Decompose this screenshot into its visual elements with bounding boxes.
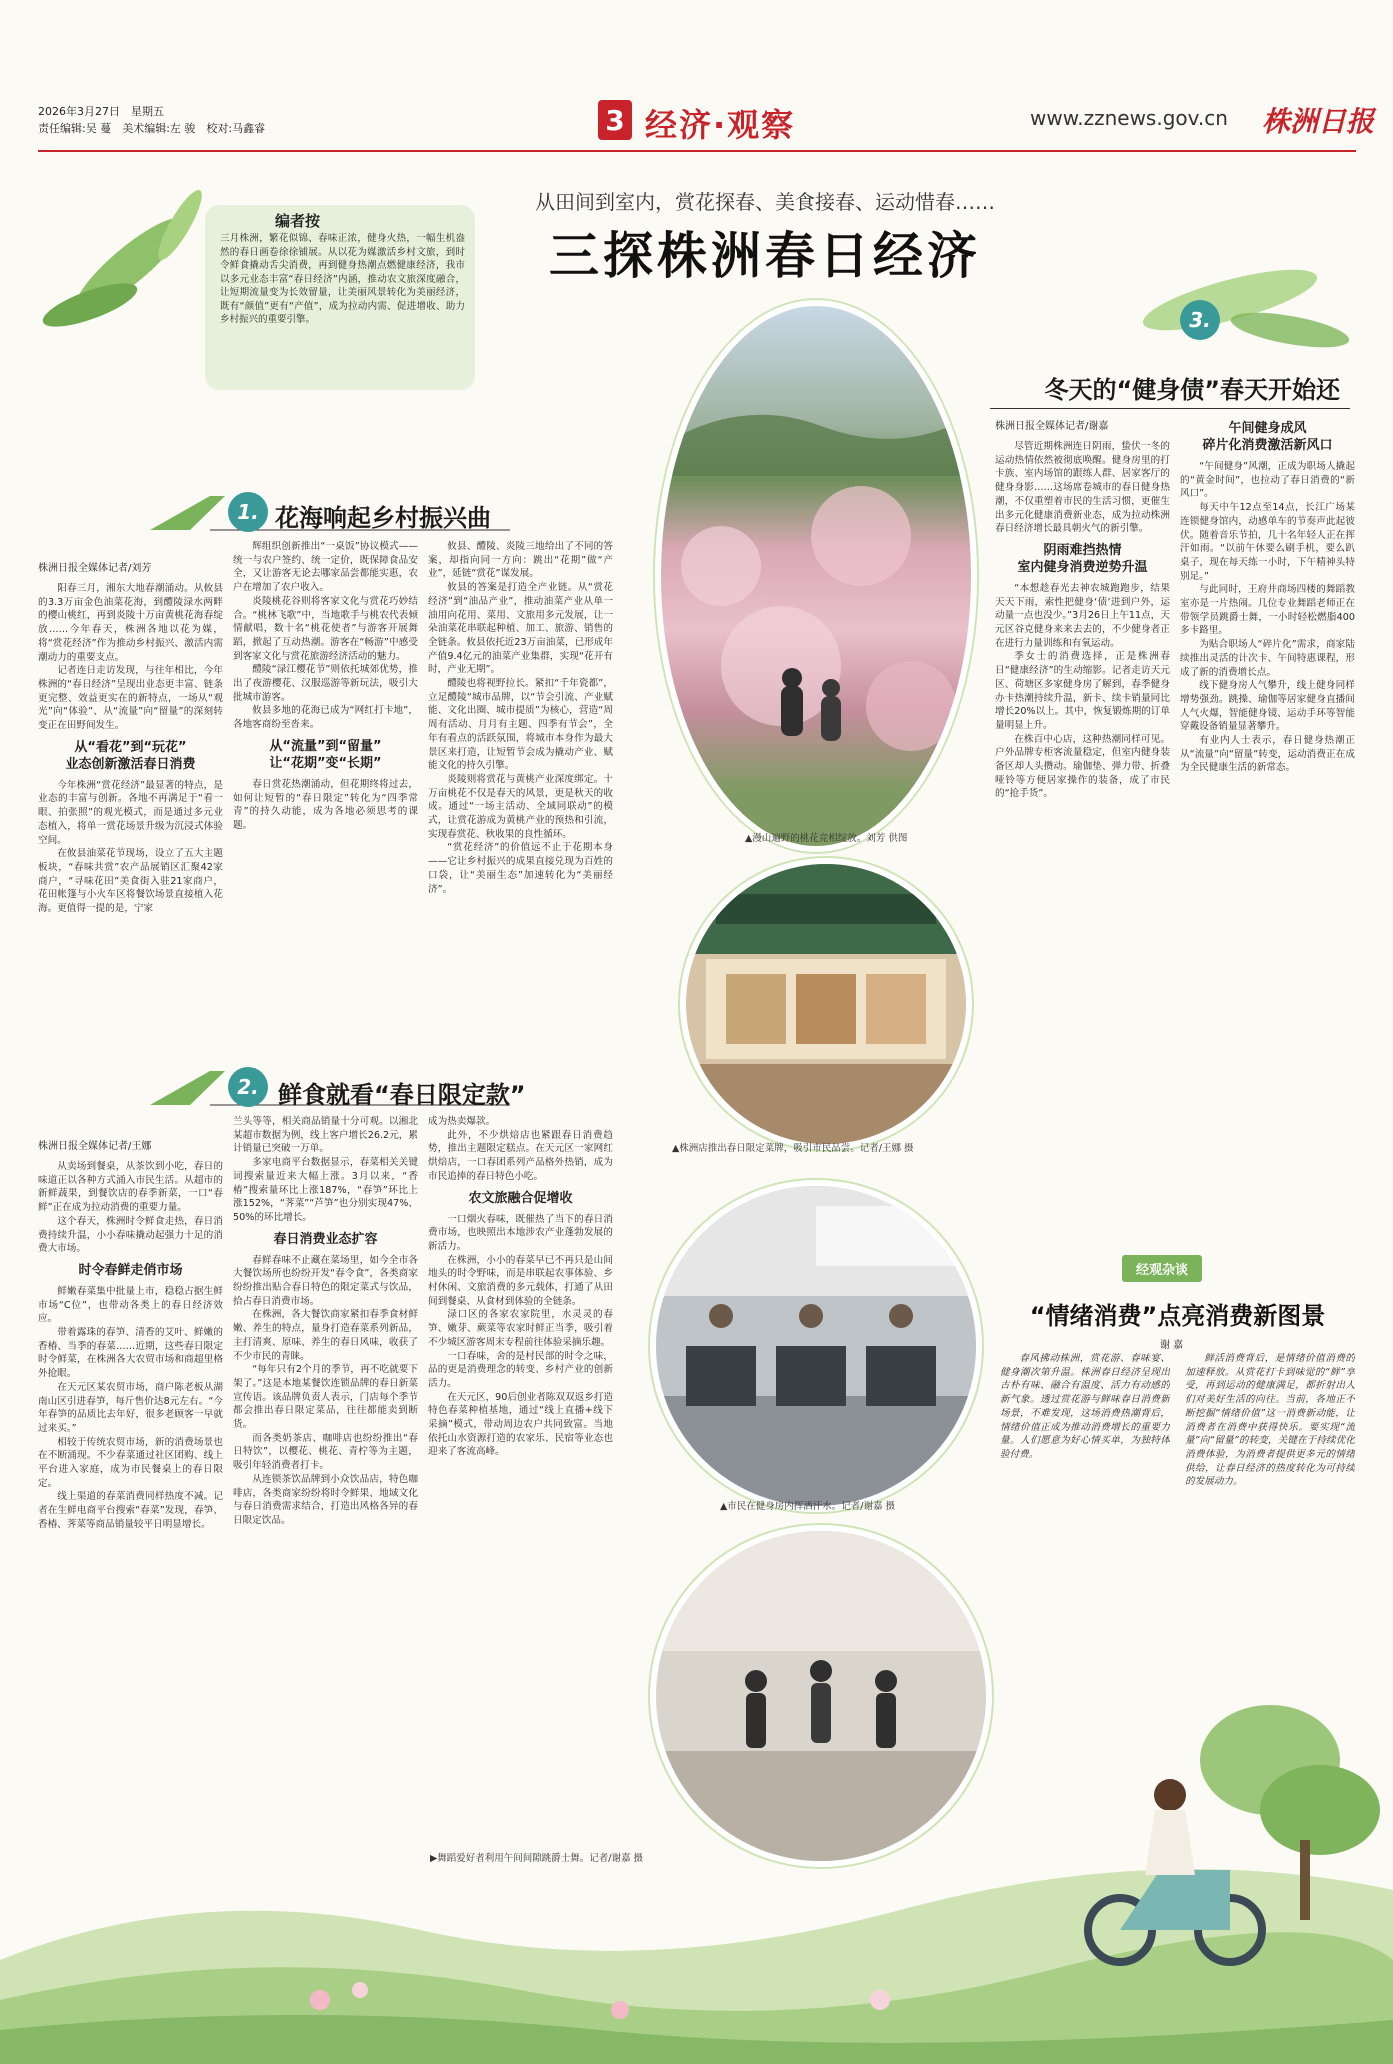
editor-note-text: 三月株洲，繁花似锦、春味正浓，健身火热，一幅生机盎然的春日画卷徐徐铺展。从以花为媒激活乡村文旅，到时令鲜食撬动舌尖消费，再到健身热潮点燃健康经济，我市以多元业态丰富“春日经济”内涵，推动农文旅深度融合，让短期流量变为长效留量，让美丽风景转化为美丽经济，既有“颜值”更有“产值”，成为拉动内需、促进增收、助力乡村振兴的重要引擎。 <box>220 233 465 325</box>
masthead-rule <box>38 150 1356 152</box>
section1-col2-para: 辉组织创新推出“一桌饭”协议模式——统一与农户签约、统一定价，既保障食品安全，又让游客无论去哪家品尝都能实惠，农户在增加了农户收入。 <box>233 541 418 594</box>
spring-landscape-illustration <box>0 1700 1393 2064</box>
headline-kicker: 从田间到室内，赏花探春、美食接春、运动惜春…… <box>535 190 995 214</box>
section1-col1-para: 记者连日走访发现，与往年相比，今年株洲的“春日经济”呈现出业态更丰富、链条更完整、效益更实在的新特点，一场从“观光”向“体验”、从“流量”向“留量”的深刻转变正在田野间发生。 <box>38 665 223 732</box>
section1-col3-para: 攸县的答案是打造全产业链。从“赏花经济”到“油品产业”，推动油菜产业从单一油用向花用、菜用、文旅用多元发展，让一朵油菜花串联起种植、加工、旅游、销售的全链条。攸县依托近23万亩油菜，已形成年产值9.4亿元的油菜产业集群，实现“花开有时，产业无期”。 <box>428 582 613 676</box>
section2-title: 鲜食就看“春日限定款” <box>278 1081 526 1109</box>
section3-col1-para: 尽管近期株洲连日阴雨，蛰伏一冬的运动热情依然被彻底唤醒。健身房里的打卡族、室内场馆的跟练人群、居家客厅的健身身影……这场席卷城市的春日健身热潮，不仅重塑着市民的生活习惯，更催生出多元化健康消费新业态，成为拉动株洲春日经济增长最具朝火气的新引擎。 <box>995 441 1170 535</box>
section2-col3-para: 在株洲，小小的春菜早已不再只是山间地头的时令野味，而是串联起农事体验、乡村休闲、文旅消费的多元载体，打通了从田间到餐桌、从食材到体验的全链条。 <box>428 1254 613 1307</box>
section3-col2-para: 与此同时，王府井商场四楼的舞蹈教室亦是一片热闹。几位专业舞蹈老师正在带领学员跳爵士舞，一小时轻松燃脂400多卡路里。 <box>1180 584 1355 637</box>
section1-col2-para: 炎陵桃花谷则将客家文化与赏花巧妙结合。“桃林飞歌”中，当地歌手与桃农代表倾情献唱，数十名“桃花使者”与游客开展舞蹈，掀起了互动热潮。游客在“畅游”中感受到客家文化与赏花旅游经济活动的魅力。 <box>233 595 418 662</box>
section3-col2-para: 有业内人士表示，春日健身热潮正从“流量”向“留量”转变，运动消费正在成为全民健康生活的新常态。 <box>1180 735 1355 774</box>
photo3-caption: ▲市民在健身房内挥洒汗水。记者/谢嘉 摄 <box>720 1501 896 1512</box>
photo-food-shop-drawing <box>686 864 966 1144</box>
section3-title: 冬天的“健身债”春天开始还 <box>1044 376 1340 404</box>
photo2-caption: ▲株洲店推出春日限定菜牌，吸引市民品尝。记者/王娜 摄 <box>672 1143 914 1154</box>
section2-col2-para: 从连锁茶饮品牌到小众饮品店，特色咖啡店，各类商家纷纷将时令鲜果、地域文化与春日消费需求结合，打造出风格各异的春日限定饮品。 <box>233 1473 418 1526</box>
section2-col1-para: 鲜嫩春菜集中批量上市，稳稳占据生鲜市场“C位”，也带动各类上的春日经济效应。 <box>38 1285 223 1325</box>
section3-col1-para: 在株百中心店，这种热潮同样可见。户外品牌专柜客流量稳定，但室内健身装备区却人头攒动。瑜伽垫、弹力带、折叠哑铃等方便居家操作的装备，成了市民的“抢手货”。 <box>995 733 1170 800</box>
section2-col3-para: 渌口区的各家农家院里，水灵灵的春笋、嫩芽、蕨菜等农家时鲜正当季，吸引着不少城区游客周末专程前往体验采摘乐趣。 <box>428 1309 613 1348</box>
section2-col2-para: 而各类奶茶店、咖啡店也纷纷推出“春日特饮”，以樱花、桃花、青柠等为主题，吸引年轻消费者打卡。 <box>233 1432 418 1472</box>
section1-title: 花海响起乡村振兴曲 <box>275 504 491 532</box>
section1-col1-para: 今年株洲“赏花经济”最显著的特点，是业态的丰富与创新。各地不再满足于“看一眼、拍张照”的观光模式，而是通过多元业态植入，将单一赏花场景升级为沉浸式体验空间。 <box>38 779 223 846</box>
section2-col1-para: 相较于传统农贸市场，新的消费场景也在不断涌现。不少春菜通过社区团购、线上平台进入家庭，成为市民餐桌上的春日限定。 <box>38 1436 223 1489</box>
section1-col1 <box>38 582 223 1060</box>
section1-col3-para: 炎陵则将赏花与黄桃产业深度绑定。十万亩桃花不仅是春天的风景，更是秋天的收成。通过“一场主活动、全域同联动”的模式，让赏花游成为黄桃产业的预热和引流，实现春赏花、秋收果的良性循环。 <box>428 773 613 840</box>
column-col1: 春风拂动株洲，赏花游、春味宴、健身潮次第升温。株洲春日经济呈现出古朴有味、融合有温度、活力有动感的新气象。透过赏花游与鲜味春日消费新场景，不难发现，这场消费热潮背后，情绪价值正成为推动消费增长的重要力量。人们愿意为好心情买单，为独特体验付费。 <box>1000 1353 1170 1460</box>
photo-peach-blossom-hills <box>655 300 977 852</box>
column-author: 谢 嘉 <box>1160 1340 1184 1351</box>
photo-peach-blossom-hills-drawing <box>661 306 971 846</box>
section1-col3-para: 醴陵也将视野拉长。紧扣“千年瓷都”，立足醴陵“城市品牌，以“节会引流、产业赋能、文化出圈、城市提质”为核心，营造“周周有活动、月月有主题、四季有节会”，全年有看点的活跃氛围，将城市本身作为最大景区来打造，让短暂节会成为撬动产业、赋能文化的持久引擎。 <box>428 678 613 772</box>
column-col2: 鲜活消费背后，是情绪价值消费的加速释放。从赏花打卡到味觉的“鲜”享受，再到运动的健康满足，都折射出人们对美好生活的向往。当前，各地正不断挖掘“情绪价值”这一消费新动能，让消费者在消费中获得快乐。要实现“流量”向“留量”的转变，关键在于持续优化消费体验，为消费者提供更多元的情绪供给，让春日经济的热度转化为可持续的发展动力。 <box>1185 1353 1355 1488</box>
photo-gym-drawing <box>656 1186 976 1506</box>
section2-col1-subhead: 时令春鲜走俏市场 <box>78 1262 183 1278</box>
section1-col1-para: 在攸县油菜花节现场，设立了五大主题板块，“春味共赏”农产品展销区汇聚42家商户，“寻味花田”美食街入驻21家商户，花田帐篷与小火车区将餐饮场景直接植入花海。更值得一提的是，宁家 <box>38 848 223 915</box>
page-number-badge <box>598 100 632 140</box>
section2-badge: 2. <box>228 1067 268 1107</box>
section3-col1 <box>995 440 1170 1230</box>
column-title: “情绪消费”点亮消费新图景 <box>1029 1302 1326 1330</box>
section1-col1-subhead: 从“看花”到“玩花” 业态创新激活春日消费 <box>65 739 196 772</box>
section-name: 经济·观察 <box>645 106 796 144</box>
section1-badge: 1. <box>228 492 268 532</box>
section2-col3-para: 一口烟火春味，既催热了当下的春日消费市场，也映照出本地涉农产业蓬勃发展的新活力。 <box>428 1213 613 1252</box>
section2-col3-subhead: 农文旅融合促增收 <box>468 1190 573 1206</box>
section2-col2-para: 兰头等等，相关商品销量十分可观。以湘北某超市数据为例，线上客户增长26.2元，累计销量已突破一万单。 <box>233 1116 418 1155</box>
section2-col2-subhead: 春日消费业态扩容 <box>273 1231 378 1247</box>
section3-col2-para: 为贴合职场人“碎片化”需求，商家陆续推出灵活的计次卡、午间特惠课程，形成了新的消费增长点。 <box>1180 639 1355 678</box>
section1-col2-para: 攸县多地的花海已成为“网红打卡地”，各地客商纷至沓来。 <box>233 705 418 731</box>
section2-byline: 株洲日报全媒体记者/王娜 <box>38 1141 152 1152</box>
section3-col2 <box>1180 420 1355 1230</box>
section1-col3-para: 攸县、醴陵、炎陵三地给出了不同的答案，却指向同一方向：跳出“花期”做“产业”，延链“赏花”谋发展。 <box>428 541 613 580</box>
section2-col2-para: 春鲜春味不止藏在菜场里，如今全市各大餐饮场所也纷纷开发“春令食”，各类商家纷纷推出贴合春日特色的限定菜式与饮品，拾占春日消费市场。 <box>233 1254 418 1307</box>
photo1-caption: ▲漫山遍野的桃花竞相绽放。刘芳 供图 <box>745 833 908 844</box>
section2-col1-para: 这个春天，株洲时令鲜食走热，春日消费持续升温，小小春味撬动起强力十足的消费大市场。 <box>38 1215 223 1255</box>
section2-col1-para: 带着露珠的春笋、清香的艾叶、鲜嫩的香椿、当季的春菜……近期，这些春日限定时令鲜菜，在株洲各大农贸市场和商超里格外抢眼。 <box>38 1327 223 1380</box>
section1-col2-subhead: 从“流量”到“留量” 让“花期”变“长期” <box>269 738 382 771</box>
paper-logo: 株洲日报 <box>1262 105 1375 138</box>
photo4-caption: ▶舞蹈爱好者利用午间间隙跳爵士舞。记者/谢嘉 摄 <box>430 1853 644 1864</box>
section3-col1-subhead: 阴雨难挡热情 室内健身消费逆势升温 <box>1017 542 1148 575</box>
section3-col2-para: “午间健身”风潮，正成为职场人撬起的“黄金时间”，也拉动了春日消费的“新风口”。 <box>1180 461 1355 500</box>
section2-col2-para: “每年只有2个月的季节，再不吃就要下架了。”这是本地某餐饮连锁品牌的春日新菜宣传语。该品牌负责人表示，门店每个季节都会推出春日限定菜品，往往都能卖到断货。 <box>233 1364 418 1431</box>
section3-badge-wrap <box>1180 300 1220 340</box>
section3-title-rule <box>990 408 1350 409</box>
section2-col1-para: 线上渠道的春菜消费同样热度不减。记者在生鲜电商平台搜索“春菜”发现，春笋、香椿、荠菜等商品销量较平日明显增长。 <box>38 1491 223 1530</box>
section3-col2-subhead: 午间健身成风 碎片化消费激活新风口 <box>1202 421 1333 453</box>
section2-col3-para: 在天元区，90后创业者陈双双返乡打造特色春菜种植基地，通过“线上直播+线下采摘”模式，带动周边农户共同致富。当地依托山水资源打造的农家乐、民宿等业态也迎来了客流高峰。 <box>428 1391 613 1458</box>
section2-col1-para: 在天元区某农贸市场，商户陈老板从湖南山区引进春笋，每斤售价达8元左右。“今年春笋的品质比去年好，很多老顾客一早就过来买。” <box>38 1381 223 1434</box>
section3-col1-para: “本想趁春光去神农城跑跑步，结果天天下雨，索性把健身‘债’进到户外，运动量一点也没少。”3月26日上午11点，天元区谷克健身来来去去的，不少健身者正在进行力量训练和有氧运动。 <box>995 582 1170 649</box>
page-number: 3 <box>605 103 625 137</box>
section2-col3-para: 一口春味，舍的是村民部的时令之味，品的更是消费理念的转变、乡村产业的创新活力。 <box>428 1350 613 1389</box>
column-tag: 经观杂谈 <box>1122 1255 1202 1282</box>
section1-byline: 株洲日报全媒体记者/刘芳 <box>38 563 152 574</box>
section1-col1-para: 阳春三月，湘东大地春潮涌动。从攸县的3.3万亩金色油菜花海，到醴陵渌水两畔的樱山桃红，再到炎陵十万亩黄桃花海春绽放……今年春天，株洲各地以花为媒，将“赏花经济”作为推动乡村振兴、激活内需潮动力的重要支点。 <box>38 583 223 663</box>
section3-col2-para: 线下健身房人气攀升，线上健身同样增势强劲。跳操、瑜伽等居家健身直播间人气火爆，智能健身镜、运动手环等智能穿戴设备销量显著攀升。 <box>1180 680 1355 733</box>
headline-title: 三探株洲春日经济 <box>549 226 981 285</box>
section2-col3-para: 此外，不少烘焙店也紧跟春日消费趋势，推出主题限定糕点。在天元区一家网红烘焙店，一口春团系列产品格外热销，成为市民追捧的春日特色小吃。 <box>428 1129 613 1182</box>
section1-col2-para: 春日赏花热潮涌动，但花期终将过去，如何让短暂的“春日限定”转化为“四季常青”的持久动能，成为各地必须思考的课题。 <box>233 778 418 831</box>
website-url[interactable]: www.zznews.gov.cn <box>1030 106 1228 130</box>
section1-col3 <box>428 540 613 1060</box>
section1-col3-para: “赏花经济”的价值远不止于花期本身——它让乡村振兴的成果直接兑现为百姓的口袋，让“美丽生态”加速转化为“美丽经济”。 <box>428 842 613 895</box>
section3-badge: 3. <box>1180 300 1220 340</box>
section1-col2 <box>233 540 418 1060</box>
section2-col2-para: 多家电商平台数据显示，春菜相关关键词搜索量近来大幅上涨。3月以来，“香椿”搜索量环比上涨187%，“春笋”环比上涨152%，“荠菜”“芦笋”也分别实现47%、50%的环比增长。 <box>233 1157 418 1223</box>
section3-byline: 株洲日报全媒体记者/谢嘉 <box>995 421 1109 432</box>
leaf-decoration-top-right <box>1110 240 1350 370</box>
section3-col1-para: 季女士的消费选择，正是株洲春日“健康经济”的生动缩影。记者走访天元区、荷塘区多家健身房了解到，春季健身办卡热潮持续升温，新卡、续卡销量同比增长20%以上。其中，恢复锻炼期的订单量明显上升。 <box>995 651 1170 731</box>
photo-food-shop <box>680 858 972 1150</box>
editor-credits: 责任编辑:吴 蔓 美术编辑:左 骏 校对:马鑫睿 <box>38 122 266 135</box>
section3-col2-para: 每天中午12点至14点，长江广场某连锁健身馆内，动感单车的节奏声此起彼伏。随着音乐节拍，几十名年轻人正在挥汗如雨。“以前午休要么刷手机，要么趴桌子，现在每天练一小时，下午精神头特别足。” <box>1180 502 1355 582</box>
section2-col2-para: 在株洲，各大餐饮商家紧扣春季食材鲜嫩、养生的特点，量身打造春菜系列新品，主打清爽、原味、养生的春日风味，收获了不少市民的青睐。 <box>233 1309 418 1362</box>
section2-col3-para: 成为热卖爆款。 <box>428 1116 496 1127</box>
section2-col1-para: 从卖场到餐桌，从茶饮到小吃，春日的味道正以各种方式涌入市民生活。从超市的新鲜蔬果，到餐饮店的春季新菜，一口“春鲜”正在成为拉动消费的重要力量。 <box>38 1161 223 1214</box>
section1-col2-para: 醴陵“渌江樱花节”则依托城郊优势，推出了夜游樱花、汉服巡游等新玩法，吸引大批城市游客。 <box>233 664 418 703</box>
editor-note-label: 编者按 <box>275 212 321 230</box>
photo-gym <box>650 1180 982 1512</box>
issue-date: 2026年3月27日 星期五 <box>38 105 164 118</box>
